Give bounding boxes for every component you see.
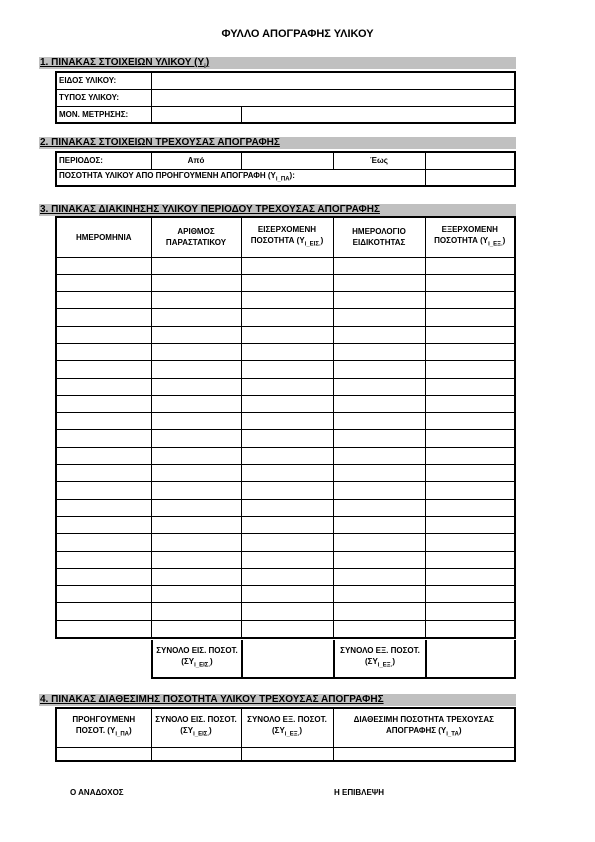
from-label: Από [151,152,241,169]
page-title: ΦΥΛΛΟ ΑΠΟΓΡΑΦΗΣ ΥΛΙΚΟΥ [221,28,374,40]
incoming-quantity-cell[interactable] [241,309,333,326]
col-total-in: ΣΥΝΟΛΟ ΕΙΣ. ΠΟΣΟΤ. $(\Sigma\Upsilon_{i\_EI\Sigma.})$ [151,708,241,747]
outgoing-quantity-cell[interactable] [425,309,515,326]
incoming-quantity-cell[interactable] [241,465,333,482]
specialty-log-cell[interactable] [333,274,425,291]
specialty-log-cell[interactable] [333,534,425,551]
movement-row [56,361,515,378]
incoming-quantity-cell[interactable] [241,447,333,464]
period-label: ΠΕΡΙΟΔΟΣ: [56,152,151,169]
movement-row [56,274,515,291]
document-number-cell[interactable] [151,465,241,482]
incoming-quantity-cell[interactable] [241,257,333,274]
document-number-cell[interactable] [151,568,241,585]
available-quantity-value[interactable] [333,747,515,761]
col-incoming-quantity: ΕΙΣΕΡΧΟΜΕΝΗ ΠΟΣΟΤΗΤΑ $(\Upsilon_{i\_EI\Sigma.})$ [241,217,333,257]
specialty-log-cell[interactable] [333,257,425,274]
document-number-cell[interactable] [151,309,241,326]
specialty-log-cell[interactable] [333,413,425,430]
date-cell[interactable] [56,430,151,447]
document-number-cell[interactable] [151,257,241,274]
outgoing-quantity-cell[interactable] [425,361,515,378]
incoming-quantity-cell[interactable] [241,516,333,533]
document-number-cell[interactable] [151,620,241,637]
specialty-log-cell[interactable] [333,499,425,516]
specialty-log-cell[interactable] [333,378,425,395]
movement-row [56,516,515,533]
incoming-quantity-cell[interactable] [241,395,333,412]
incoming-quantity-cell[interactable] [241,361,333,378]
material-kind-field[interactable] [151,72,515,89]
movement-rows [56,257,515,638]
incoming-quantity-cell[interactable] [241,343,333,360]
movement-row [56,413,515,430]
material-info-table [55,71,516,124]
outgoing-quantity-cell[interactable] [425,603,515,620]
date-cell[interactable] [56,309,151,326]
date-cell[interactable] [56,568,151,585]
date-cell[interactable] [56,499,151,516]
date-cell[interactable] [56,378,151,395]
specialty-log-cell[interactable] [333,447,425,464]
total-in-label: ΣΥΝΟΛΟ ΕΙΣ. ΠΟΣΟΤ. $(\Sigma\Upsilon_{i\_EI\Sigma.})$ [152,640,242,678]
specialty-log-cell[interactable] [333,620,425,637]
date-cell[interactable] [56,534,151,551]
incoming-quantity-cell[interactable] [241,413,333,430]
document-number-cell[interactable] [151,274,241,291]
date-cell[interactable] [56,361,151,378]
movement-row [56,326,515,343]
movement-row [56,499,515,516]
date-cell[interactable] [56,292,151,309]
outgoing-quantity-cell[interactable] [425,257,515,274]
document-number-cell[interactable] [151,378,241,395]
specialty-log-cell[interactable] [333,482,425,499]
movement-row [56,343,515,360]
movement-row [56,465,515,482]
col-available-quantity: ΔΙΑΘΕΣΙΜΗ ΠΟΣΟΤΗΤΑ ΤΡΕΧΟΥΣΑΣ ΑΠΟΓΡΑΦΗΣ $(\Upsilon_{i\_TA})$ [333,708,515,747]
document-number-cell[interactable] [151,326,241,343]
outgoing-quantity-cell[interactable] [425,620,515,637]
total-out-label: ΣΥΝΟΛΟ ΕΞ. ΠΟΣΟΤ. $(\Sigma\Upsilon_{i\_E\Xi.})$ [334,640,426,678]
outgoing-quantity-cell[interactable] [425,326,515,343]
outgoing-quantity-cell[interactable] [425,534,515,551]
material-type-label: ΤΥΠΟΣ ΥΛΙΚΟΥ: [56,89,151,106]
total-out-value[interactable] [241,747,333,761]
movement-row [56,568,515,585]
date-cell[interactable] [56,465,151,482]
total-in-value[interactable] [151,747,241,761]
document-number-cell[interactable] [151,482,241,499]
specialty-log-cell[interactable] [333,326,425,343]
document-number-cell[interactable] [151,516,241,533]
document-number-cell[interactable] [151,395,241,412]
material-type-field[interactable] [151,89,515,106]
date-cell[interactable] [56,274,151,291]
col-outgoing-quantity: ΕΞΕΡΧΟΜΕΝΗ ΠΟΣΟΤΗΤΑ $(\Upsilon_{i\_E\Xi.})$ [425,217,515,257]
col-total-out: ΣΥΝΟΛΟ ΕΞ. ΠΟΣΟΤ. $(\Sigma\Upsilon_{i\_E\Xi.})$ [241,708,333,747]
outgoing-quantity-cell[interactable] [425,499,515,516]
document-number-cell[interactable] [151,413,241,430]
specialty-log-cell[interactable] [333,465,425,482]
date-cell[interactable] [56,551,151,568]
section2-heading: 2. ΠΙΝΑΚΑΣ ΣΤΟΙΧΕΙΩΝ ΤΡΕΧΟΥΣΑΣ ΑΠΟΓΡΑΦΗΣ [39,137,516,149]
specialty-log-cell[interactable] [333,430,425,447]
incoming-quantity-cell[interactable] [241,603,333,620]
document-number-cell[interactable] [151,361,241,378]
date-cell[interactable] [56,343,151,360]
available-quantity-table [55,707,516,762]
outgoing-quantity-cell[interactable] [425,292,515,309]
previous-quantity-field[interactable] [425,169,515,186]
outgoing-quantity-cell[interactable] [425,430,515,447]
movement-row [56,430,515,447]
specialty-log-cell[interactable] [333,343,425,360]
document-number-cell[interactable] [151,447,241,464]
incoming-quantity-cell[interactable] [241,568,333,585]
incoming-quantity-cell[interactable] [241,292,333,309]
specialty-log-cell[interactable] [333,395,425,412]
outgoing-quantity-cell[interactable] [425,378,515,395]
supervision-signature-label: Η ΕΠΙΒΛΕΨΗ [334,788,385,797]
specialty-log-cell[interactable] [333,309,425,326]
unit-label: ΜΟΝ. ΜΕΤΡΗΣΗΣ: [56,106,151,123]
movement-row [56,257,515,274]
date-cell[interactable] [56,482,151,499]
document-number-cell[interactable] [151,499,241,516]
incoming-quantity-cell[interactable] [241,378,333,395]
material-movement-table [55,216,516,639]
from-field[interactable] [241,152,333,169]
col-document-number: ΑΡΙΘΜΟΣ ΠΑΡΑΣΤΑΤΙΚΟΥ [151,217,241,257]
document-number-cell[interactable] [151,603,241,620]
movement-row [56,620,515,637]
col-previous-quantity: ΠΡΟΗΓΟΥΜΕΝΗ ΠΟΣΟΤ. $(\Upsilon_{i\_\Pi A})$ [56,708,151,747]
document-number-cell[interactable] [151,534,241,551]
outgoing-quantity-cell[interactable] [425,465,515,482]
to-label: Έως [333,152,425,169]
previous-quantity-label: ΠΟΣΟΤΗΤΑ ΥΛΙΚΟΥ ΑΠΟ ΠΡΟΗΓΟΥΜΕΝΗ ΑΠΟΓΡΑΦΗ $(\Upsilon_{i\_\Pi A})$: [56,169,425,186]
incoming-quantity-cell[interactable] [241,499,333,516]
movement-row [56,309,515,326]
section1-heading: 1. ΠΙΝΑΚΑΣ ΣΤΟΙΧΕΙΩΝ ΥΛΙΚΟΥ $(\Upsilon_i)$ [39,57,516,69]
outgoing-quantity-cell[interactable] [425,274,515,291]
date-cell[interactable] [56,603,151,620]
movement-totals-table [151,640,516,679]
date-cell[interactable] [56,395,151,412]
outgoing-quantity-cell[interactable] [425,551,515,568]
outgoing-quantity-cell[interactable] [425,395,515,412]
movement-row [56,395,515,412]
movement-row [56,534,515,551]
specialty-log-cell[interactable] [333,603,425,620]
movement-row [56,378,515,395]
outgoing-quantity-cell[interactable] [425,343,515,360]
outgoing-quantity-cell[interactable] [425,516,515,533]
outgoing-quantity-cell[interactable] [425,413,515,430]
document-number-cell[interactable] [151,343,241,360]
incoming-quantity-cell[interactable] [241,430,333,447]
incoming-quantity-cell[interactable] [241,551,333,568]
specialty-log-cell[interactable] [333,551,425,568]
incoming-quantity-cell[interactable] [241,586,333,603]
movement-row [56,447,515,464]
total-in-field[interactable] [242,640,334,678]
outgoing-quantity-cell[interactable] [425,482,515,499]
outgoing-quantity-cell[interactable] [425,586,515,603]
specialty-log-cell[interactable] [333,586,425,603]
inventory-period-table [55,151,516,187]
date-cell[interactable] [56,620,151,637]
document-number-cell[interactable] [151,551,241,568]
outgoing-quantity-cell[interactable] [425,447,515,464]
specialty-log-cell[interactable] [333,361,425,378]
outgoing-quantity-cell[interactable] [425,568,515,585]
incoming-quantity-cell[interactable] [241,534,333,551]
contractor-signature-label: Ο ΑΝΑΔΟΧΟΣ [70,788,124,797]
specialty-log-cell[interactable] [333,568,425,585]
incoming-quantity-cell[interactable] [241,620,333,637]
col-date: ΗΜΕΡΟΜΗΝΙΑ [56,217,151,257]
date-cell[interactable] [56,586,151,603]
movement-row [56,586,515,603]
date-cell[interactable] [56,257,151,274]
date-cell[interactable] [56,326,151,343]
document-number-cell[interactable] [151,586,241,603]
unit-field[interactable] [151,106,241,123]
movement-row [56,603,515,620]
movement-row [56,482,515,499]
specialty-log-cell[interactable] [333,516,425,533]
to-field[interactable] [425,152,515,169]
material-kind-label: ΕΙΔΟΣ ΥΛΙΚΟΥ: [56,72,151,89]
incoming-quantity-cell[interactable] [241,482,333,499]
document-number-cell[interactable] [151,292,241,309]
date-cell[interactable] [56,447,151,464]
previous-quantity-value[interactable] [56,747,151,761]
incoming-quantity-cell[interactable] [241,326,333,343]
date-cell[interactable] [56,413,151,430]
incoming-quantity-cell[interactable] [241,274,333,291]
total-out-field[interactable] [426,640,515,678]
section3-heading: 3. ΠΙΝΑΚΑΣ ΔΙΑΚΙΝΗΣΗΣ ΥΛΙΚΟΥ ΠΕΡΙΟΔΟΥ ΤΡΕΧΟΥΣΑΣ ΑΠΟΓΡΑΦΗΣ [39,204,516,216]
document-number-cell[interactable] [151,430,241,447]
movement-row [56,551,515,568]
specialty-log-cell[interactable] [333,292,425,309]
col-specialty-log: ΗΜΕΡΟΛΟΓΙΟ ΕΙΔΙΚΟΤΗΤΑΣ [333,217,425,257]
date-cell[interactable] [56,516,151,533]
movement-row [56,292,515,309]
section4-heading: 4. ΠΙΝΑΚΑΣ ΔΙΑΘΕΣΙΜΗΣ ΠΟΣΟΤΗΤΑ ΥΛΙΚΟΥ ΤΡΕΧΟΥΣΑΣ ΑΠΟΓΡΑΦΗΣ [39,694,516,706]
